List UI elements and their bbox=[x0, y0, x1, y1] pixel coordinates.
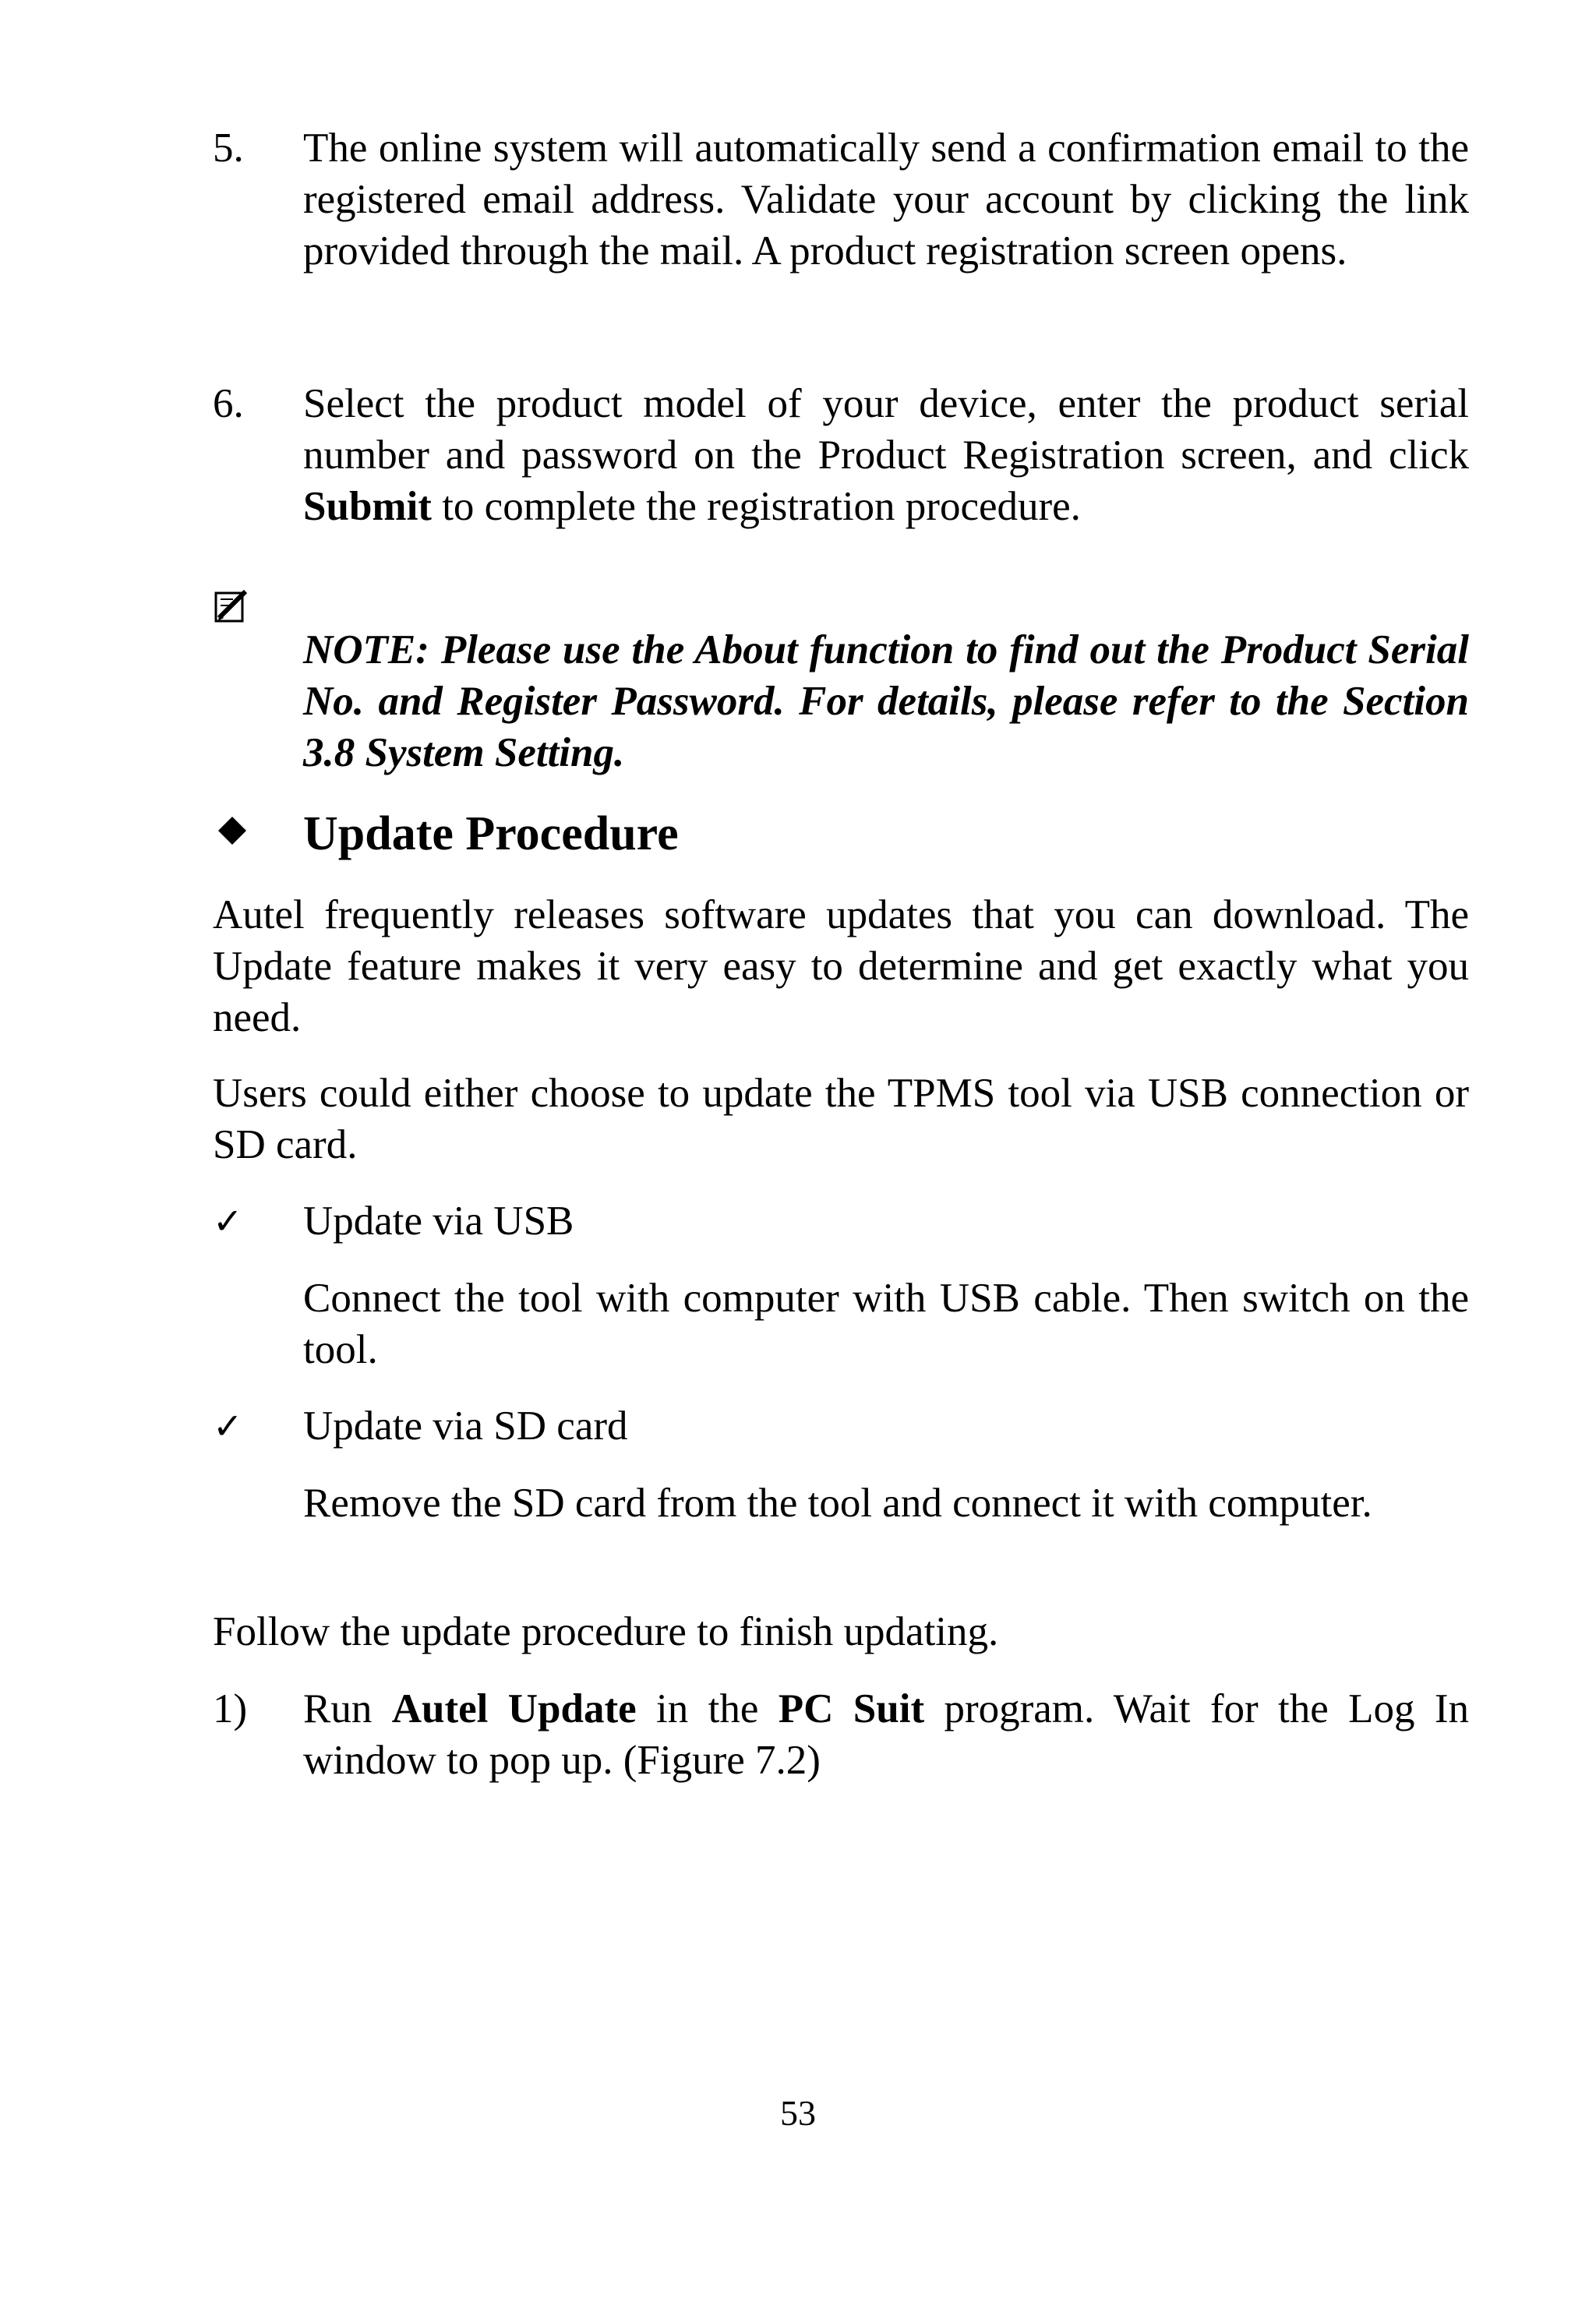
step-6-text-part: Select the product model of your device, enter the product serial number and password on the Product Registration screen, and click bbox=[303, 381, 1469, 478]
section-heading: Update Procedure bbox=[303, 807, 679, 860]
page-number: 53 bbox=[780, 2093, 816, 2133]
follow-text: Follow the update procedure to finish updating. bbox=[213, 1609, 999, 1654]
diamond-icon bbox=[218, 817, 246, 845]
step-1-text-part: in the bbox=[636, 1686, 779, 1731]
step-1-number: 1) bbox=[213, 1686, 248, 1731]
check-icon: ✓ bbox=[213, 1405, 243, 1447]
step-1-text-part: program. Wait for the Log In window to pop up. (Figure 7.2) bbox=[303, 1686, 1469, 1783]
section-paragraph-1: Autel frequently releases software updates that you can download. The Update feature makes it very easy to determine and get exactly what you need. bbox=[213, 892, 1469, 1040]
section-paragraph-2: Users could either choose to update the TPMS tool via USB connection or SD card. bbox=[213, 1071, 1469, 1167]
option-sd-title: Update via SD card bbox=[303, 1403, 628, 1449]
option-usb-title: Update via USB bbox=[303, 1198, 574, 1244]
autel-update-label: Autel Update bbox=[391, 1686, 637, 1731]
step-6-number: 6. bbox=[213, 381, 244, 426]
step-5-text: The online system will automatically send a confirmation email to the registered email address. Validate your account by clicking the link provided through the mail. A product registration screen opens. bbox=[303, 125, 1469, 274]
step-6-text-part: to complete the registration procedure. bbox=[431, 484, 1081, 529]
pc-suit-label: PC Suit bbox=[778, 1686, 925, 1731]
check-icon: ✓ bbox=[213, 1200, 243, 1242]
pencil-note-icon bbox=[213, 587, 252, 626]
step-1-text-part: Run bbox=[303, 1686, 392, 1731]
option-usb-desc: Connect the tool with computer with USB cable. Then switch on the tool. bbox=[303, 1276, 1469, 1372]
step-5-number: 5. bbox=[213, 125, 244, 171]
step-6-text bbox=[303, 378, 1469, 532]
option-sd-desc: Remove the SD card from the tool and connect it with computer. bbox=[303, 1481, 1372, 1526]
submit-label: Submit bbox=[303, 484, 432, 529]
step-1-text bbox=[303, 1683, 1469, 1786]
note-text: NOTE: Please use the About function to find out the Product Serial No. and Register Password. For details, please refer to the Section 3.8 System Setting. bbox=[303, 627, 1469, 775]
